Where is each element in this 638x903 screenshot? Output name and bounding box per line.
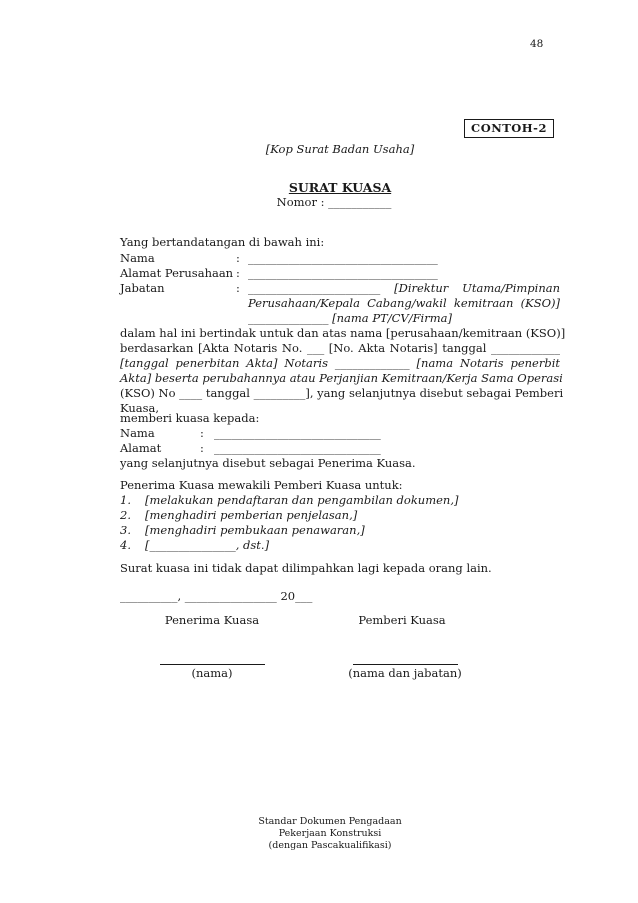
field-value: _____________________________ xyxy=(214,426,381,440)
field-colon: : xyxy=(200,426,204,440)
field-label: Jabatan xyxy=(120,281,165,295)
paragraph-line: berdasarkan [Akta Notaris No. ___ [No. Akta Notaris] tanggal ____________ xyxy=(120,341,560,355)
paragraph-line: (KSO) No ____ tanggal _________], yang selanjutnya disebut sebagai Pemberi xyxy=(120,386,564,400)
footer xyxy=(230,816,430,852)
date-line: __________, ________________ 20___ xyxy=(120,589,313,603)
list-number: 3. xyxy=(120,523,131,537)
field-value: _________________________________ xyxy=(248,266,438,280)
grantor-signature-line xyxy=(353,664,458,665)
list-text: [menghadiri pembukaan penawaran,] xyxy=(145,523,365,537)
grantee-signature-title: Penerima Kuasa xyxy=(164,613,260,627)
position-continuation-2: ______________ [nama PT/CV/Firma] xyxy=(248,311,452,325)
field-colon: : xyxy=(236,251,240,265)
intro-text: Yang bertandatangan di bawah ini: xyxy=(120,235,325,249)
page-number: 48 xyxy=(530,38,544,50)
paragraph-line: Akta] beserta perubahannya atau Perjanjian Kemitraan/Kerja Sama Operasi xyxy=(120,371,563,385)
field-label: Alamat xyxy=(120,441,162,455)
list-number: 2. xyxy=(120,508,131,522)
grantee-note: yang selanjutnya disebut sebagai Penerima Kuasa. xyxy=(120,456,416,470)
paragraph-line: Kuasa, xyxy=(120,401,160,415)
letterhead-placeholder: [Kop Surat Badan Usaha] xyxy=(265,142,415,156)
give-power-text: memberi kuasa kepada: xyxy=(120,411,260,425)
field-colon: : xyxy=(236,266,240,280)
field-colon: : xyxy=(236,281,240,295)
paragraph-line: [tanggal penerbitan Akta] Notaris _____________ [nama Notaris penerbit xyxy=(120,356,560,370)
list-text: [menghadiri pemberian penjelasan,] xyxy=(145,508,358,522)
field-value: _________________________________ xyxy=(248,251,438,265)
field-value: _______________________ [Direktur Utama/Pimpinan xyxy=(248,281,560,295)
grantor-signature-title: Pemberi Kuasa xyxy=(358,613,446,627)
list-number: 4. xyxy=(120,538,131,552)
example-badge: CONTOH-2 xyxy=(464,119,554,138)
representation-paragraph xyxy=(120,326,566,416)
position-continuation-1: Perusahaan/Kepala Cabang/wakil kemitraan (KSO)] xyxy=(248,296,560,310)
closing-statement: Surat kuasa ini tidak dapat dilimpahkan lagi kepada orang lain. xyxy=(120,561,492,575)
document-number: Nomor : ___________ xyxy=(276,195,392,209)
list-text: [melakukan pendaftaran dan pengambilan dokumen,] xyxy=(145,493,459,507)
footer-line: (dengan Pascakualifikasi) xyxy=(268,840,392,851)
field-colon: : xyxy=(200,441,204,455)
document-title: SURAT KUASA xyxy=(288,180,392,195)
list-text: [_______________, dst.] xyxy=(145,538,270,552)
footer-line: Standar Dokumen Pengadaan xyxy=(258,816,402,827)
field-label: Nama xyxy=(120,426,155,440)
list-number: 1. xyxy=(120,493,131,507)
footer-line: Pekerjaan Konstruksi xyxy=(278,828,382,839)
grantee-name-placeholder: (nama) xyxy=(191,666,233,680)
field-value: _____________________________ xyxy=(214,441,381,455)
paragraph-line: dalam hal ini bertindak untuk dan atas nama [perusahaan/kemitraan (KSO)] xyxy=(120,326,566,340)
field-label: Alamat Perusahaan xyxy=(120,266,234,280)
grantee-signature-line xyxy=(160,664,265,665)
tasks-intro: Penerima Kuasa mewakili Pemberi Kuasa untuk: xyxy=(120,478,403,492)
field-label: Nama xyxy=(120,251,155,265)
grantor-name-placeholder: (nama dan jabatan) xyxy=(348,666,462,680)
